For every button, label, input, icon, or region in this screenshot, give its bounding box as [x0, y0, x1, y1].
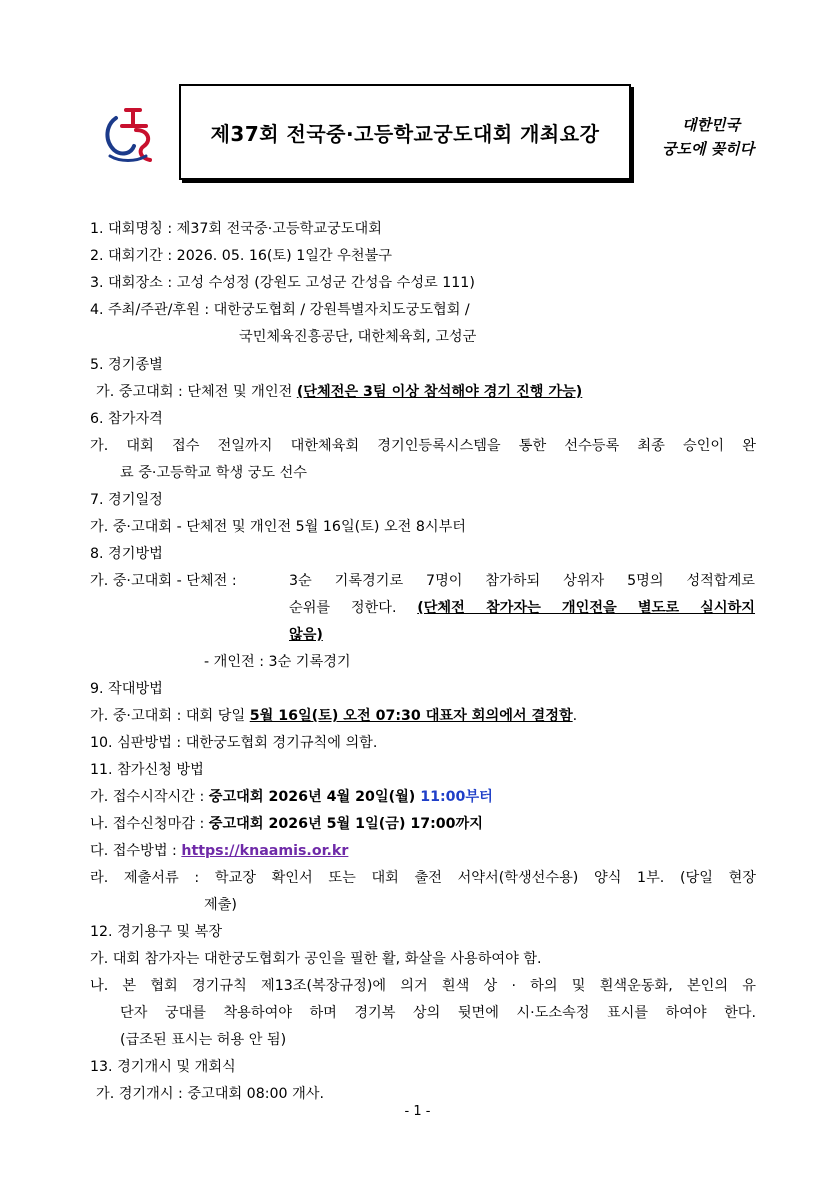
item-13a: 가. 경기개시 : 중고대회 08:00 개사. — [96, 1086, 324, 1102]
item-11c — [90, 841, 348, 861]
item-11a — [90, 787, 493, 807]
item-11b-date: 중고대회 2026년 5월 1일(금) 17:00까지 — [208, 816, 483, 832]
item-11a-date: 중고대회 2026년 4월 20일(월) — [208, 789, 421, 805]
item-11a-time: 11:00부터 — [420, 789, 493, 805]
item-12: 12. 경기용구 및 복장 — [90, 924, 223, 940]
item-9a-note: 5월 16일(토) 오전 07:30 대표자 회의에서 결정함 — [249, 708, 573, 724]
item-8a-line-1: 3순 기록경기로 7명이 참가하되 상위자 5명의 성적합계로 — [289, 573, 755, 589]
item-11: 11. 참가신청 방법 — [90, 762, 204, 778]
page-number: - 1 - — [404, 1104, 431, 1119]
item-7a: 가. 중·고대회 - 단체전 및 개인전 5월 16일(토) 오전 8시부터 — [90, 519, 467, 535]
title-box — [179, 84, 631, 180]
item-5a-text: 가. 중고대회 : 단체전 및 개인전 — [96, 384, 297, 400]
item-11c-label: 다. 접수방법 : — [90, 843, 182, 859]
item-2: 2. 대회기간 : 2026. 05. 16(토) 1일간 우천불구 — [90, 248, 392, 264]
item-9a-text: 가. 중·고대회 : 대회 당일 — [90, 708, 250, 724]
item-4: 4. 주최/주관/후원 : 대한궁도협회 / 강원특별자치도궁도협회 / — [90, 302, 470, 318]
item-6a-line-1: 가. 대회 접수 전일까지 대한체육회 경기인등록시스템을 통한 선수등록 최종 승인이 완 — [90, 438, 756, 454]
item-8a-line-2 — [289, 598, 755, 618]
calligraphy-line-2: 궁도에 꽂히다 — [662, 140, 755, 158]
item-3: 3. 대회장소 : 고성 수성정 (강원도 고성군 간성읍 수성로 111) — [90, 275, 475, 291]
item-4-cont: 국민체육진흥공단, 대한체육회, 고성군 — [239, 329, 477, 345]
item-12b-line-1: 나. 본 협회 경기규칙 제13조(복장규정)에 의거 흰색 상 · 하의 및 흰색운동화, 본인의 유 — [90, 978, 756, 994]
item-8a-line-3: 않음) — [289, 627, 323, 643]
item-9a-end: . — [572, 708, 578, 724]
item-12b-line-2: 단자 궁대를 착용하여야 하며 경기복 상의 뒷면에 시·도소속정 표시를 하여야 한다. — [120, 1005, 756, 1021]
item-5a-note: (단체전은 3팀 이상 참석해야 경기 진행 가능) — [296, 384, 583, 400]
item-9a — [90, 706, 577, 726]
item-12a: 가. 대회 참가자는 대한궁도협회가 공인을 필한 활, 화살을 사용하여야 함. — [90, 951, 542, 967]
item-9: 9. 작대방법 — [90, 681, 163, 697]
item-8a-note: (단체전 참가자는 개인전을 별도로 실시하지 — [417, 600, 756, 616]
item-10: 10. 심판방법 : 대한궁도협회 경기규칙에 의함. — [90, 735, 378, 751]
item-8: 8. 경기방법 — [90, 546, 163, 562]
registration-link[interactable]: https://knaamis.or.kr — [181, 843, 349, 859]
calligraphy-line-1: 대한민국 — [682, 116, 740, 134]
item-5: 5. 경기종별 — [90, 357, 163, 373]
item-11b — [90, 814, 483, 834]
item-11d-line-2: 제출) — [204, 897, 237, 913]
item-13: 13. 경기개시 및 개회식 — [90, 1059, 236, 1075]
item-6a-line-2: 료 중·고등학교 학생 궁도 선수 — [120, 465, 308, 481]
item-11b-label: 나. 접수신청마감 : — [90, 816, 209, 832]
calligraphy-logo-right — [662, 110, 762, 170]
item-5a — [96, 382, 582, 402]
item-8a-label: 가. 중·고대회 - 단체전 : — [90, 573, 237, 589]
archery-logo-left — [96, 100, 166, 170]
item-12b-line-3: (급조된 표시는 허용 안 됨) — [120, 1032, 287, 1048]
item-8a-text: 순위를 정한다. — [289, 600, 418, 616]
page-title: 제37회 전국중·고등학교궁도대회 개최요강 — [210, 121, 600, 146]
item-8b: - 개인전 : 3순 기록경기 — [204, 654, 351, 670]
item-7: 7. 경기일정 — [90, 492, 163, 508]
item-11d-line-1: 라. 제출서류 : 학교장 확인서 또는 대회 출전 서약서(학생선수용) 양식 1부. (당일 현장 — [90, 870, 756, 886]
item-6: 6. 참가자격 — [90, 411, 163, 427]
item-1: 1. 대회명칭 : 제37회 전국중·고등학교궁도대회 — [90, 221, 382, 237]
item-11a-label: 가. 접수시작시간 : — [90, 789, 209, 805]
